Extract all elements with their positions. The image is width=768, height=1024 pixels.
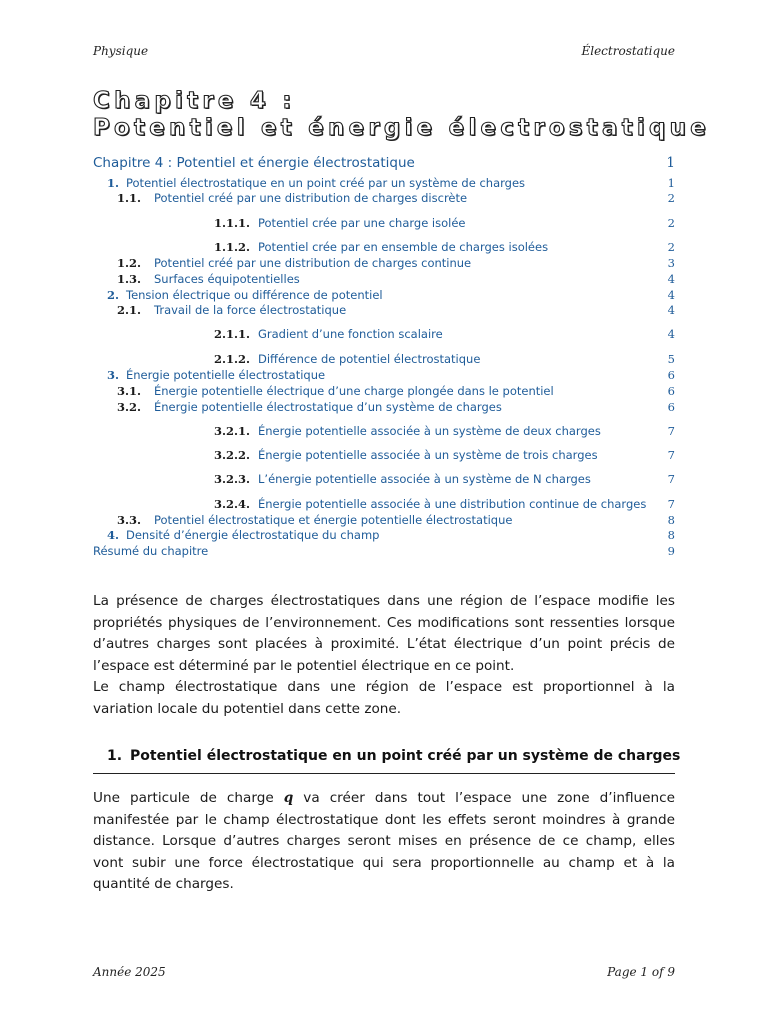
- toc-entry-label[interactable]: Énergie potentielle électrique d’une charge plongée dans le potentiel: [154, 384, 554, 398]
- toc-entry-label[interactable]: Énergie potentielle électrostatique d’un système de charges: [154, 400, 502, 414]
- toc-entry-page: 6: [667, 384, 675, 398]
- toc-entry-number: 2.: [107, 288, 120, 302]
- toc-entry-number: 4.: [107, 528, 120, 542]
- header-topic: Électrostatique: [581, 44, 675, 58]
- toc-entry-number: 3.3.: [117, 513, 142, 527]
- toc-entry-number: 3.2.: [117, 400, 142, 414]
- toc-entry-page: 9: [667, 544, 675, 558]
- chapter-title-line1: Chapitre 4 :: [93, 88, 296, 114]
- toc-entry-number: 1.1.2.: [214, 240, 251, 254]
- header-subject: Physique: [93, 44, 149, 58]
- toc-entry-page: 7: [667, 472, 675, 486]
- toc-entry-page: 4: [667, 303, 675, 317]
- toc-entry-number: 3.1.: [117, 384, 142, 398]
- toc-entry-label[interactable]: Tension électrique ou différence de potentiel: [126, 288, 383, 302]
- toc-entry-number: 3.2.3.: [214, 472, 251, 486]
- toc-entry-number: 1.: [107, 176, 120, 190]
- section-rule: [93, 773, 675, 774]
- toc-entry-page: 7: [667, 448, 675, 462]
- toc-entry-label[interactable]: Différence de potentiel électrostatique: [258, 352, 481, 366]
- toc-entry-number: 3.2.4.: [214, 497, 251, 511]
- toc-entry-number: 3.: [107, 368, 120, 382]
- chapter-title-line2: Potentiel et énergie électrostatique: [93, 115, 711, 141]
- toc-entry-page: 8: [667, 513, 675, 527]
- toc-entry-label[interactable]: Surfaces équipotentielles: [154, 272, 300, 286]
- toc-entry-number: 1.1.: [117, 191, 142, 205]
- toc-entry-page: 5: [667, 352, 675, 366]
- toc-entry-page: 1: [666, 155, 675, 171]
- toc-entry-page: 7: [667, 424, 675, 438]
- chapter-title: [93, 88, 711, 142]
- toc-entry-number: 3.2.1.: [214, 424, 251, 438]
- toc-entry-number: 2.1.: [117, 303, 142, 317]
- toc-entry-number: 1.1.1.: [214, 216, 251, 230]
- toc-entry-page: 4: [667, 272, 675, 286]
- toc-entry-page: 2: [667, 191, 675, 205]
- toc-entry-number: 3.2.2.: [214, 448, 251, 462]
- toc-entry-label[interactable]: Potentiel crée par une charge isolée: [258, 216, 466, 230]
- toc-entry-label[interactable]: Densité d’énergie électrostatique du champ: [126, 528, 380, 542]
- toc-entry-number: 1.2.: [117, 256, 142, 270]
- footer-year: Année 2025: [93, 965, 166, 979]
- section-title: Potentiel électrostatique en un point créé par un système de charges: [130, 748, 681, 764]
- intro-paragraph-2: Le champ électrostatique dans une région de l’espace est proportionnel à la variation locale du potentiel dans cette zone.: [93, 679, 675, 717]
- toc-entry-label[interactable]: Énergie potentielle électrostatique: [126, 368, 326, 382]
- toc-entry-label[interactable]: Potentiel créé par une distribution de charges discrète: [154, 191, 468, 205]
- intro-paragraph-1: La présence de charges électrostatiques dans une région de l’espace modifie les propriétés physiques de l’environnement. Ces modifications sont ressenties lorsque d’autres charges sont placées à proximité. L’état électrique d’un point précis de l’espace est déterminé par le potentiel électrique en ce point.: [93, 593, 675, 674]
- toc-entry-number: 2.1.2.: [214, 352, 251, 366]
- toc-entry-page: 7: [667, 497, 675, 511]
- toc-entry-page: 6: [667, 400, 675, 414]
- toc-entry-label[interactable]: Résumé du chapitre: [93, 544, 209, 558]
- charge-symbol: q: [283, 790, 294, 806]
- paragraph-text-start: Une particule de charge: [93, 790, 284, 806]
- paragraph-text-rest: va créer dans tout l’espace une zone d’influence manifestée par le champ électrostatique dont les effets seront moindres à grande distance. Lorsque d’autres charges seront mises en présence de ce champ, elles vont subir une force électrostatique qui sera proportionnelle au champ et à la quantité de charges.: [93, 790, 675, 892]
- toc-entry-page: 6: [667, 368, 675, 382]
- toc-entry-page: 2: [667, 216, 675, 230]
- toc-entry-number: 1.3.: [117, 272, 142, 286]
- toc-entry-number: 2.1.1.: [214, 327, 251, 341]
- footer-page-number: Page 1 of 9: [607, 965, 675, 979]
- toc-entry-page: 4: [667, 288, 675, 302]
- toc-entry-label[interactable]: L’énergie potentielle associée à un système de N charges: [258, 472, 591, 486]
- toc-entry-page: 3: [667, 256, 675, 270]
- toc-entry-label[interactable]: Travail de la force électrostatique: [154, 303, 347, 317]
- toc-entry-label[interactable]: Énergie potentielle associée à une distribution continue de charges: [258, 497, 647, 511]
- toc-entry-page: 1: [667, 176, 675, 190]
- toc-entry-page: 8: [667, 528, 675, 542]
- toc-entry-label[interactable]: Potentiel créé par une distribution de charges continue: [154, 256, 472, 270]
- toc-entry-label[interactable]: Énergie potentielle associée à un système de trois charges: [258, 448, 598, 462]
- toc-entry-label[interactable]: Énergie potentielle associée à un système de deux charges: [258, 424, 601, 438]
- section-1-paragraph: [93, 788, 675, 896]
- toc-entry-page: 4: [667, 327, 675, 341]
- toc-entry-label[interactable]: Potentiel crée par en ensemble de charges isolées: [258, 240, 549, 254]
- toc-entry-label[interactable]: Potentiel électrostatique en un point créé par un système de charges: [126, 176, 526, 190]
- toc-entry-label[interactable]: Gradient d’une fonction scalaire: [258, 327, 443, 341]
- toc-entry-page: 2: [667, 240, 675, 254]
- toc-entry-label[interactable]: Potentiel électrostatique et énergie potentielle électrostatique: [154, 513, 513, 527]
- toc-entry-label[interactable]: Chapitre 4 : Potentiel et énergie électrostatique: [93, 155, 415, 171]
- section-number: 1.: [107, 748, 123, 764]
